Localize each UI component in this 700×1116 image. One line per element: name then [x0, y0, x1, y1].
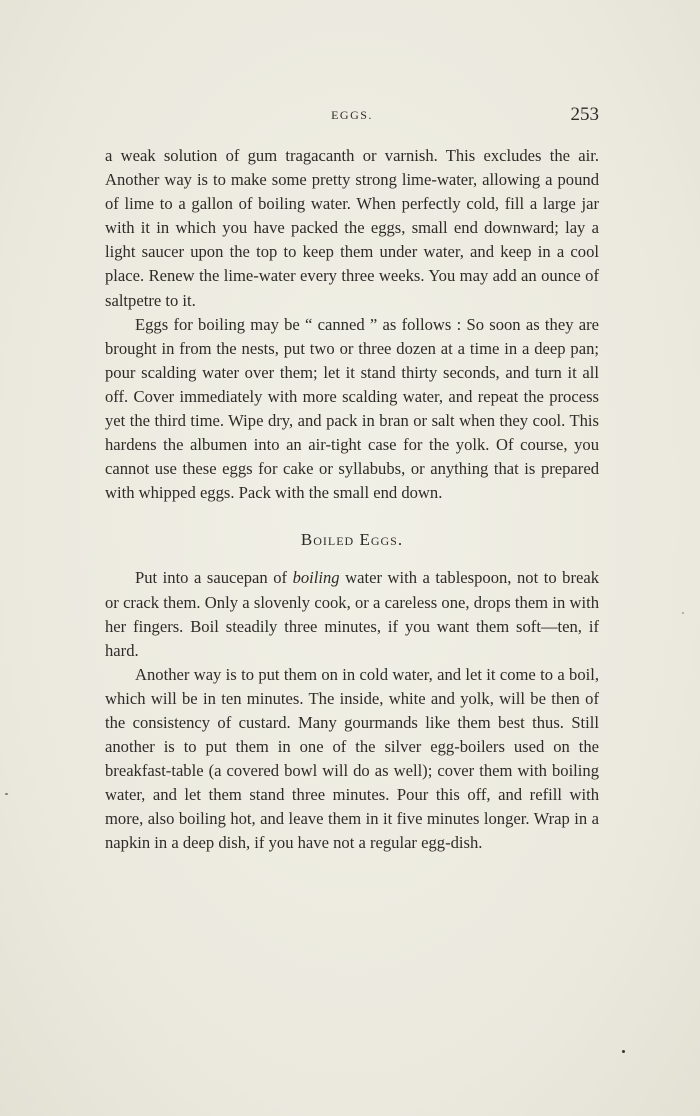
page-number: 253: [570, 104, 599, 125]
running-title: EGGS.: [331, 108, 373, 122]
paragraph-lime-water: a weak solution of gum tragacanth or varnish. This excludes the air. Another way is to make some pretty strong lime-water, allowing a pound of lime to a gallon of boiling water. When perfectly cold, fill a large jar with it in which you have packed the eggs, small end downward; lay a light saucer upon the top to keep them under water, and keep in a cool place. Renew the lime-water every three weeks. You may add an ounce of saltpetre to it.: [105, 146, 599, 310]
paper-speck: [682, 612, 684, 614]
paragraph-boiling-text-end: water with a tablespoon, not to break or crack them. Only a slovenly cook, or a careless one, drops them in with her fingers. Boil steadily three minutes, if you want them soft—ten, if hard.: [105, 568, 599, 660]
emphasis-boiling: boiling: [292, 568, 340, 588]
paper-speck: [622, 1050, 625, 1053]
paragraph-canned-eggs: Eggs for boiling may be “ canned ” as follows : So soon as they are brought in from the nests, put two or three dozen at a time in a deep pan; pour scalding water over them; let it stand thirty seconds, and turn it all off. Cover immediately with more scalding water, and repeat the process yet the third time. Wipe dry, and pack in bran or salt when they cool. This hardens the albumen into an air-tight case for the yolk. Of course, you cannot use these eggs for cake or syllabubs, or anything that is prepared with whipped eggs. Pack with the small end down.: [105, 314, 599, 503]
body-text: [105, 144, 599, 856]
paragraph-boiling-text-start: Put into a saucepan of: [135, 568, 293, 588]
running-head: [105, 104, 599, 130]
paragraph-boiling-method: [105, 566, 599, 662]
section-heading-boiled-eggs: Boiled Eggs.: [300, 530, 404, 550]
paper-speck: [5, 793, 8, 795]
paragraph-cold-water-method: Another way is to put them on in cold water, and let it come to a boil, which will be in ten minutes. The inside, white and yolk, will be then of the consistency of custard. Many gourmands like them best thus. Still another is to put them in one of the silver egg-boilers used on the breakfast-table (a covered bowl will do as well); cover them with boiling water, and let them stand three minutes. Pour this off, and refill with more, also boiling hot, and leave them in it five minutes longer. Wrap in a napkin in a deep dish, if you have not a regular egg-dish.: [105, 664, 599, 853]
